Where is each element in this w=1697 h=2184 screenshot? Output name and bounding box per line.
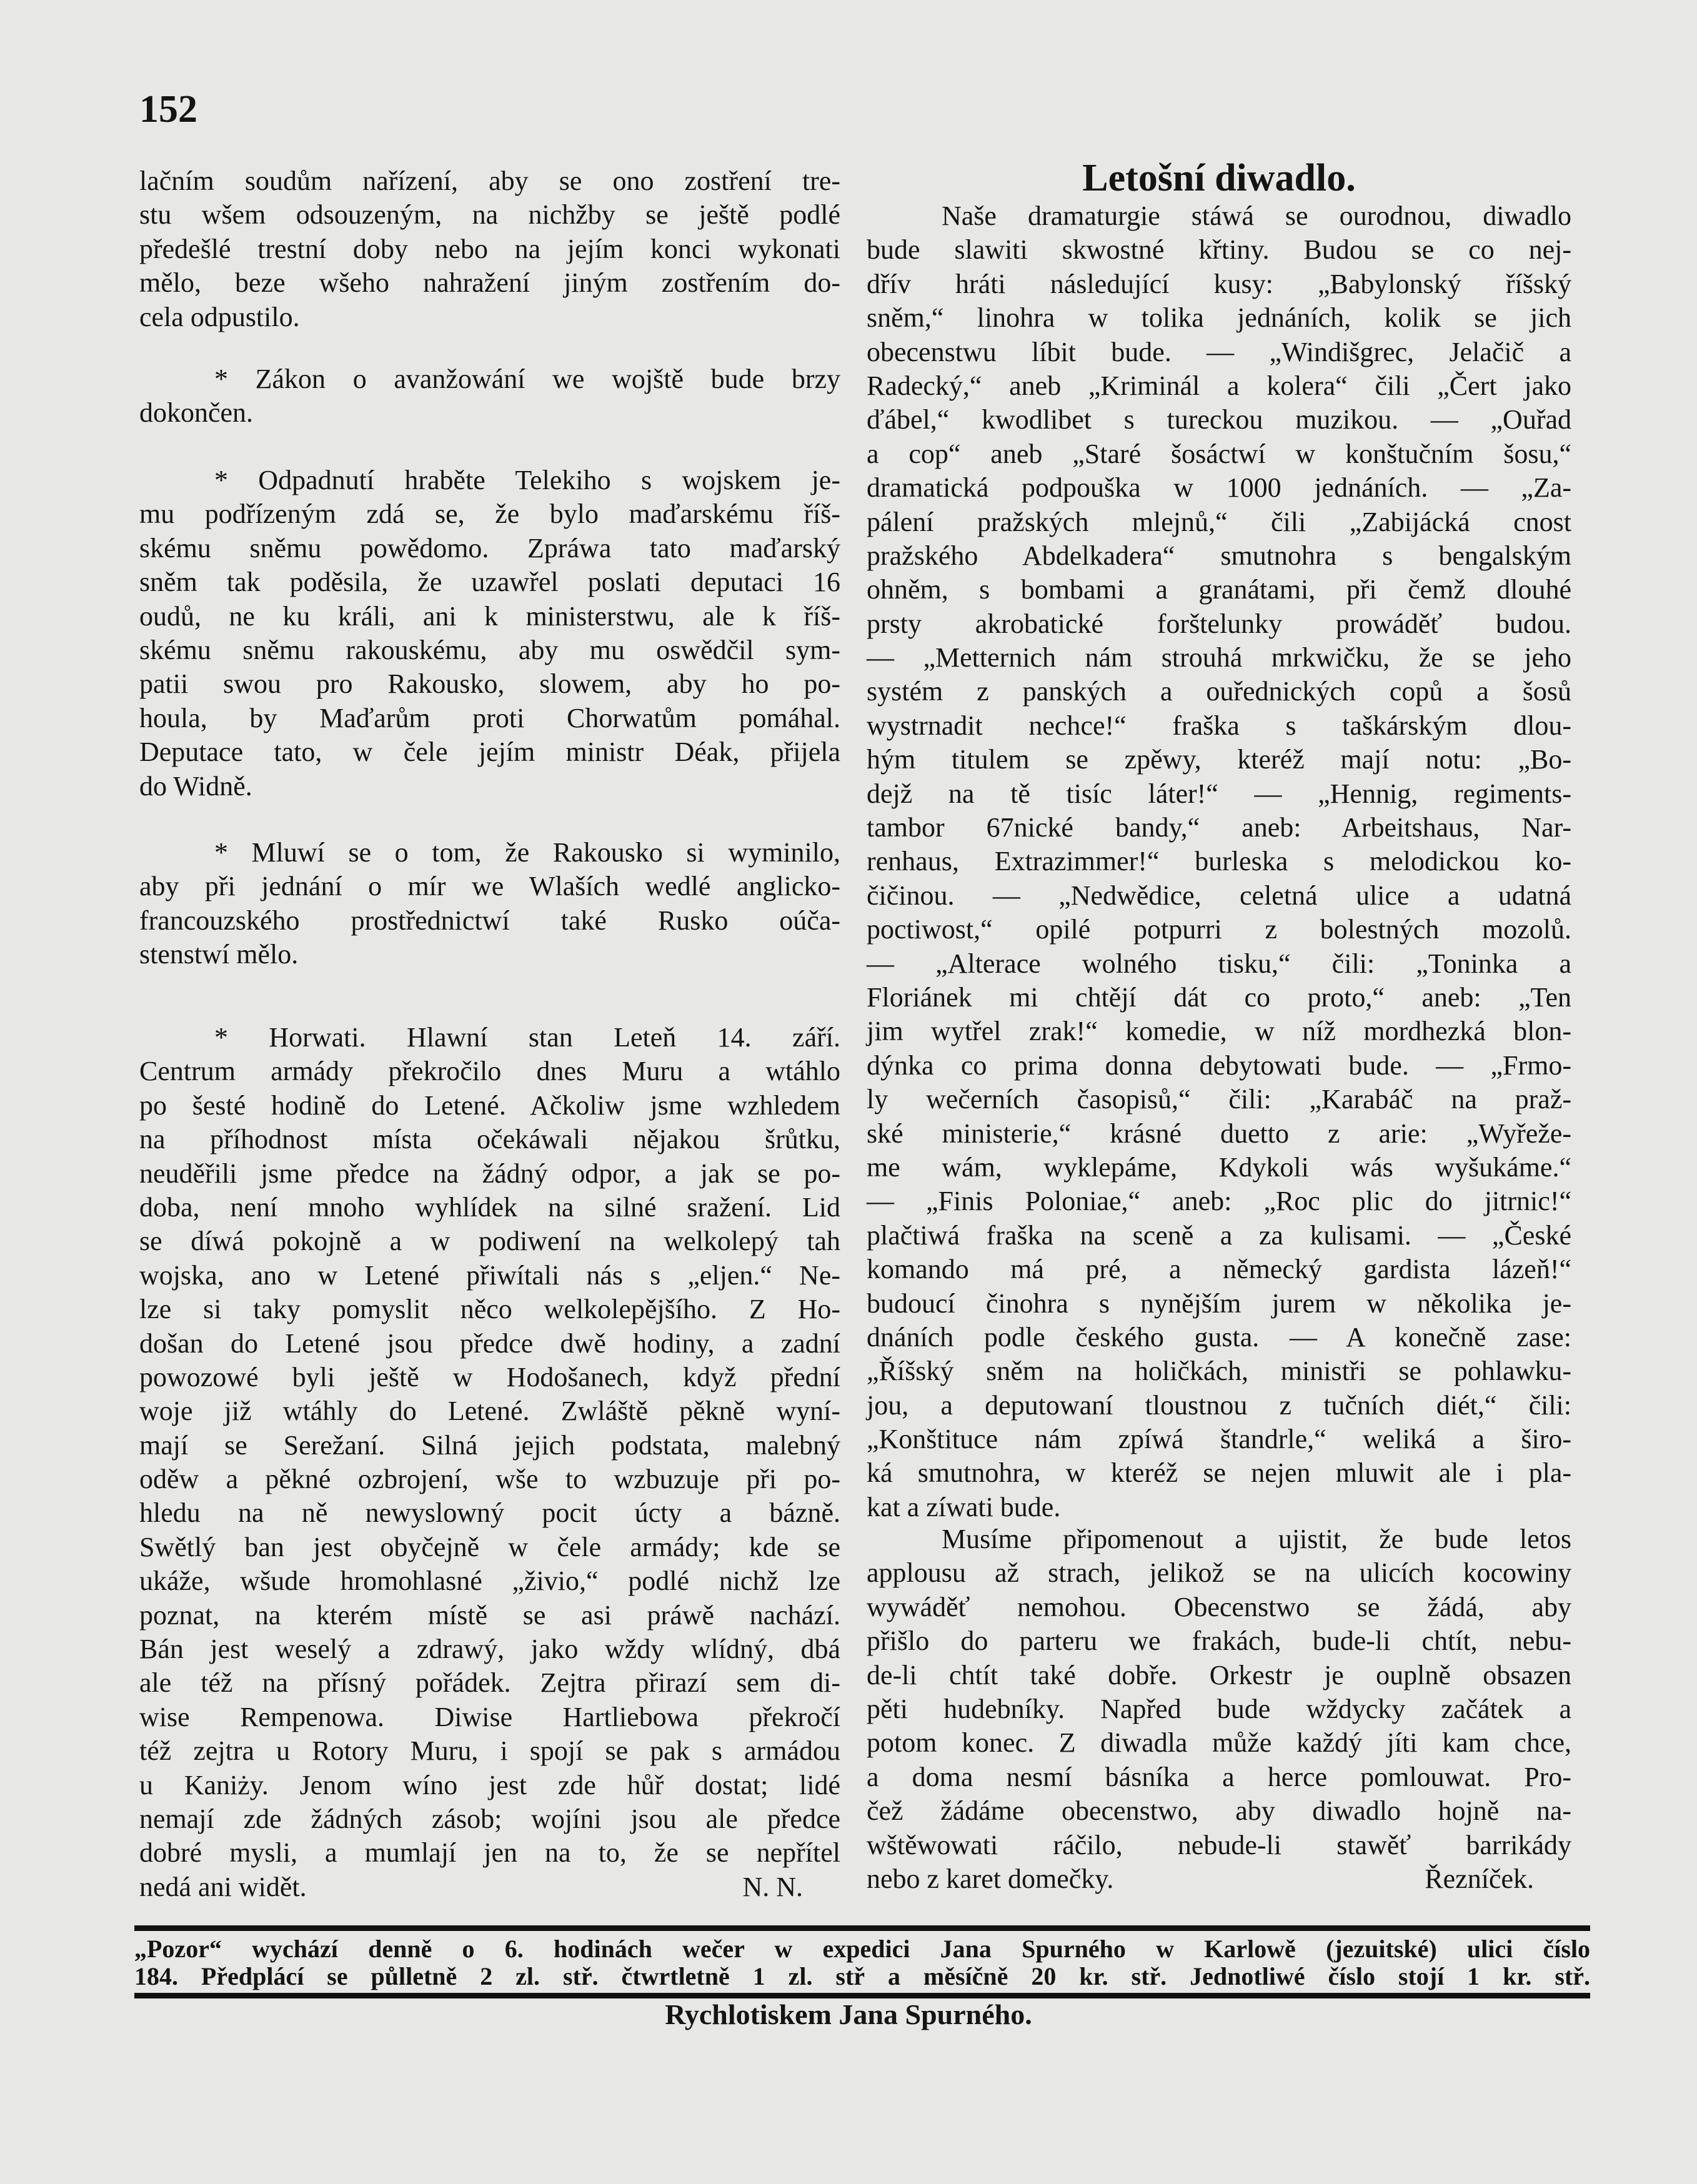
text-line: též zejtra u Rotory Muru, i spojí se pak s armádou (139, 1735, 840, 1767)
text-line: ukáže, wšude hromohlasné „živio,“ podlé nichž lze (139, 1566, 840, 1597)
text-line: došan do Letené jsou předce dwě hodiny, a zadní (139, 1328, 840, 1359)
text-line: potom konec. Z diwadla může každý jíti kam chce, (867, 1727, 1571, 1759)
text-line: dejž na tě tisíc láter!“ — „Hennig, regiments- (867, 778, 1571, 809)
text-line: mají se Serežaní. Silná jejich podstata, malebný (139, 1429, 840, 1461)
text-line: — „Finis Poloniae,“ aneb: „Roc plic do jitrnic!“ (867, 1186, 1571, 1217)
text-line: se díwá pokojně a w podiwení na welkolepý tah (139, 1226, 840, 1257)
page-number: 152 (139, 88, 197, 131)
text-line: me wám, wyklepáme, Kdykoli wás wyšukáme.“ (867, 1151, 1571, 1183)
text-line: Deputace tato, w čele jejím ministr Déak, přijela (139, 737, 840, 768)
text-line: oudů, ne ku králi, ani k ministerstwu, ale k říš- (139, 600, 840, 632)
text-line: * Odpadnutí hraběte Telekiho s wojskem je- (214, 465, 840, 495)
text-line: a doma nesmí básníka a herce pomlouwat. Pro- (867, 1761, 1571, 1792)
paragraph (139, 1021, 840, 1904)
text-line: de-li chtít také dobře. Orkestr je ouplně obsazen (867, 1659, 1571, 1690)
text-line: plačtiwá fraška na sceně a za kulisami. — „České (867, 1219, 1571, 1251)
text-line: nedá ani widět. (139, 1871, 307, 1902)
text-line: Radecký,“ aneb „Kriminál a kolera“ čili „Čert jako (867, 370, 1571, 401)
text-line: poctiwost,“ opilé potpurri z bolestných mozolů. (867, 914, 1571, 945)
text-line: dřív hráti následující kusy: „Babylonský říšský (867, 268, 1571, 299)
text-line: předešlé trestní doby nebo na jejím konci wykonati (139, 233, 840, 264)
text-line: „Konštituce nám zpíwá štandrle,“ weliká a širo- (867, 1424, 1571, 1455)
text-line: powozowé byli ještě w Hodošanech, když přední (139, 1361, 840, 1392)
author-signature: N. N. (742, 1872, 803, 1902)
text-line: tambor 67nické bandy,“ aneb: Arbeitshaus, Nar- (867, 812, 1571, 843)
text-line: přišlo do parteru we frakách, bude-li chtít, nebu- (867, 1626, 1571, 1657)
text-line: nemají zde žádných zásob; wojíni jsou ale předce (139, 1803, 840, 1834)
text-line: a cop“ aneb „Staré šosáctwí w konštučním šosu,“ (867, 438, 1571, 469)
text-line: bude slawiti skwostné křtiny. Budou se co nej- (867, 234, 1571, 266)
text-line: dýnka co prima donna debytowati bude. — „Frmo- (867, 1050, 1571, 1081)
text-line: neuděřili jsme předce na žádný odpor, a jak se po- (139, 1158, 840, 1189)
text-line: lze si taky pomyslit něco welkolepějšího. Z Ho- (139, 1294, 840, 1325)
text-line: ká smutnohra, w kteréž se nejen mluwit ale i pla- (867, 1457, 1571, 1489)
text-line: skému sněmu rakouskému, aby mu oswědčil sym- (139, 634, 840, 665)
text-line: dnáních podle českého gusta. — A konečně zase: (867, 1321, 1571, 1353)
text-line: čež žádáme obecenstwo, aby diwadlo hojně na- (867, 1795, 1571, 1827)
text-line: ohněm, s bombami a granátami, při čemž dlouhé (867, 574, 1571, 605)
text-line: pálení pražských mlejnů,“ čili „Zabijácká cnost (867, 506, 1571, 537)
footer-line: 184. Předplácí se půlletně 2 zl. stř. čtwrtletně 1 zl. stř a měsíčně 20 kr. stř. Jednotliwé číslo stojí 1 kr. stř. (134, 1962, 1590, 1990)
paragraph (139, 164, 840, 334)
text-line: doba, není mnoho wyhlídek na silné sražení. Lid (139, 1191, 840, 1223)
text-line: aby při jednání o mír we Wlaších wedlé anglicko- (139, 871, 840, 902)
text-line: prsty akrobatické forštelunky prowáděť budou. (867, 608, 1571, 639)
footer-line: „Pozor“ wychází denně o 6. hodinách wečer w expedici Jana Spurného w Karlowě (jezuitské) ulici číslo (134, 1935, 1590, 1963)
text-line: dobré mysli, a mumlají jen na to, že se nepřítel (139, 1837, 840, 1869)
text-line: Musíme připomenout a ujistit, že bude letos (942, 1524, 1571, 1554)
text-line: patii swou pro Rakousko, slowem, aby ho po- (139, 668, 840, 700)
text-line: Swětlý ban jest obyčejně w čele armády; kde se (139, 1531, 840, 1562)
text-line: stenstwí mělo. (139, 939, 299, 970)
divider-rule (134, 1925, 1590, 1931)
text-line: obecenstwu líbit bude. — „Windišgrec, Jelačič a (867, 336, 1571, 367)
text-line: * Mluwí se o tom, že Rakousko si wyminilo, (214, 837, 840, 868)
text-line: ďábel,“ kwodlibet s tureckou muzikou. — „Ouřad (867, 404, 1571, 435)
text-line: skému sněmu powědomo. Zpráwa tato maďarský (139, 532, 840, 563)
text-line: pěti hudebníky. Napřed bude wždycky začátek a (867, 1693, 1571, 1724)
text-line: stu wšem odsouzeným, na nichžby se ještě podlé (139, 199, 840, 231)
text-line: komando má pré, a německý gardista lázeň!“ (867, 1254, 1571, 1285)
text-line: Centrum armády překročilo dnes Muru a wtáhlo (139, 1056, 840, 1087)
text-line: — „Alterace wolného tisku,“ čili: „Toninka a (867, 948, 1571, 979)
text-line: dokončen. (139, 397, 254, 429)
text-line: Naše dramaturgie stáwá se ourodnou, diwadlo (942, 201, 1571, 231)
text-line: hým titulem se zpěwy, kteréž mají notu: „Bo- (867, 744, 1571, 775)
author-signature: Řezníček. (1425, 1864, 1534, 1894)
text-line: oděw a pěkné ozbrojení, wše to wzbuzuje při po- (139, 1464, 840, 1495)
paragraph (139, 362, 840, 430)
text-line: wise Rempenowa. Diwise Hartliebowa překročí (139, 1701, 840, 1732)
text-line: renhaus, Extrazimmer!“ burleska s melodickou ko- (867, 846, 1571, 877)
text-line: sněm,“ linohra w tolika jednáních, kolik se jich (867, 302, 1571, 334)
text-line: poznat, na kterém místě se asi práwě nachází. (139, 1599, 840, 1631)
text-line: — „Metternich nám strouhá mrkwičku, že se jeho (867, 642, 1571, 673)
text-line: jou, a deputowaní tloustnou z tučních diét,“ čili: (867, 1389, 1571, 1421)
text-line: wojska, ano w Letené přiwítali nás s „eljen.“ Ne- (139, 1259, 840, 1291)
text-line: ly wečerních časopisů,“ čili: „Karabáč na praž- (867, 1084, 1571, 1115)
text-line: wywáděť nemohou. Obecenstwo se žádá, aby (867, 1591, 1571, 1622)
text-line: na příhodnost místa očekáwali nějakou šrůtku, (139, 1124, 840, 1155)
text-line: wystrnadit nechce!“ fraška s taškárským dlou- (867, 710, 1571, 741)
text-line: cela odpustilo. (139, 301, 300, 332)
text-line: houla, by Maďarům proti Chorwatům pomáhal. (139, 702, 840, 733)
text-line: po šesté hodině do Letené. Ačkoliw jsme wzhledem (139, 1090, 840, 1121)
text-line: čičinou. — „Nedwědice, celetná ulice a udatná (867, 880, 1571, 911)
text-line: ale též na přísný pořádek. Zejtra přirazí sem di- (139, 1667, 840, 1699)
paragraph (867, 1522, 1571, 1896)
text-line: applousu až strach, jelikož se na ulicích kocowiny (867, 1557, 1571, 1589)
text-line: mu podřízeným zdá se, že bylo maďarskému říš- (139, 499, 840, 530)
text-line: kat a zíwati bude. (867, 1491, 1061, 1522)
article-title: Letošní diwadlo. (1082, 157, 1356, 199)
text-line: jim wytřel zrak!“ komedie, w níž mordhezká blon- (867, 1016, 1571, 1047)
text-line: nebo z karet domečky. (867, 1863, 1114, 1894)
text-line: wštěwowati ráčilo, nebude-li stawěť barrikády (867, 1829, 1571, 1860)
text-line: sněm tak poděsila, že uzawřel poslati deputaci 16 (139, 567, 840, 598)
paragraph (867, 199, 1571, 1524)
text-line: dramatická podpouška w 1000 jednáních. — „Za- (867, 472, 1571, 504)
text-line: ské ministerie,“ krásné duetto z arie: „Wyřeže- (867, 1118, 1571, 1149)
paragraph (139, 464, 840, 803)
text-line: pražského Abdelkadera“ smutnohra s bengalským (867, 540, 1571, 571)
text-line: „Říšský sněm na holičkách, ministři se pohlawku- (867, 1356, 1571, 1387)
text-line: lačním soudům nařízení, aby se ono zostření tre- (139, 166, 840, 196)
text-line: woje již wtáhly do Letené. Zwláště pěkně wyní- (139, 1396, 840, 1427)
text-line: budoucí činohra s nynějším jurem w několika je- (867, 1288, 1571, 1319)
text-line: do Widně. (139, 770, 252, 802)
text-line: u Kaniży. Jenom wíno jest zde hůř dostat; lidé (139, 1769, 840, 1800)
text-line: mělo, beze wšeho nahražení jiným zostřením do- (139, 267, 840, 299)
text-line: * Zákon o avanžowání we wojště bude brzy (214, 364, 840, 394)
text-line: * Horwati. Hlawní stan Leteň 14. září. (214, 1022, 840, 1053)
paragraph (139, 836, 840, 972)
text-line: hledu na ně newyslowný pocit úcty a bázně. (139, 1497, 840, 1529)
printer-imprint: Rychlotiskem Jana Spurného. (665, 1998, 1032, 2030)
text-line: francouzského prostřednictwí také Rusko oúča- (139, 905, 840, 936)
text-line: systém z panských a ouřednických copů a šosů (867, 676, 1571, 707)
text-line: Floriánek mi chtějí dát co proto,“ aneb: „Ten (867, 981, 1571, 1013)
text-line: Bán jest weselý a zdrawý, jako wždy wlídný, dbá (139, 1634, 840, 1665)
